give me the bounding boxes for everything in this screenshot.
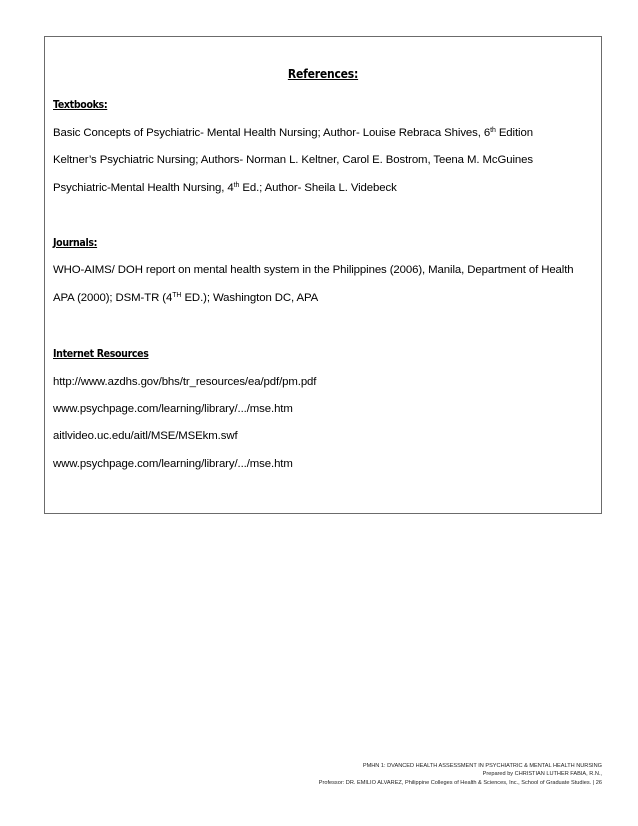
journal-item-2-superscript: TH — [172, 292, 182, 299]
internet-resource-link-3[interactable]: aitlvideo.uc.edu/aitl/MSE/MSEkm.swf — [53, 430, 238, 442]
textbooks-heading: Textbooks: — [53, 98, 108, 111]
textbook-item-2: Keltner’s Psychiatric Nursing; Authors- Norman L. Keltner, Carol E. Bostrom, Teena M. McGuines — [53, 154, 533, 166]
journals-heading: Journals: — [53, 236, 98, 249]
textbook-item-1 — [53, 127, 533, 139]
footer-prepared-by: Prepared by CHRISTIAN LUTHER FABIA, R.N., — [482, 771, 602, 778]
textbook-item-3-text: Psychiatric-Mental Health Nursing, 4 — [53, 182, 234, 194]
references-box — [44, 36, 602, 514]
internet-resource-link-2[interactable]: www.psychpage.com/learning/library/.../mse.htm — [53, 403, 293, 415]
footer-course-title: PMHN 1: DVANCED HEALTH ASSESSMENT IN PSYCHIATRIC & MENTAL HEALTH NURSING — [362, 763, 602, 769]
textbook-item-1-text: Basic Concepts of Psychiatric- Mental Health Nursing; Author- Louise Rebraca Shives, 6 — [53, 127, 491, 139]
journal-item-2-suffix: ED.); Washington DC, APA — [181, 292, 319, 304]
textbook-item-3 — [53, 182, 397, 194]
textbook-item-1-superscript: th — [490, 127, 496, 134]
internet-resource-link-1[interactable]: http://www.azdhs.gov/bhs/tr_resources/ea/pdf/pm.pdf — [53, 376, 317, 388]
textbook-item-3-superscript: th — [233, 182, 240, 189]
journal-item-1: WHO-AIMS/ DOH report on mental health system in the Philippines (2006), Manila, Department of Health — [53, 264, 574, 276]
journal-item-2 — [53, 292, 318, 304]
references-title: References: — [287, 67, 359, 81]
textbook-item-1-suffix: Edition — [495, 127, 533, 139]
textbook-item-3-suffix: Ed.; Author- Sheila L. Videbeck — [239, 182, 397, 194]
internet-resource-link-4[interactable]: www.psychpage.com/learning/library/.../mse.htm — [53, 458, 293, 470]
footer-professor-page-number: Professor: DR. EMILIO ALVAREZ, Philippine Colleges of Health & Sciences, Inc., School of Graduate Studies. | 26 — [318, 779, 602, 786]
journal-item-2-text: APA (2000); DSM-TR (4 — [53, 292, 173, 304]
internet-resources-heading: Internet Resources — [53, 347, 149, 360]
page-footer — [319, 762, 602, 787]
